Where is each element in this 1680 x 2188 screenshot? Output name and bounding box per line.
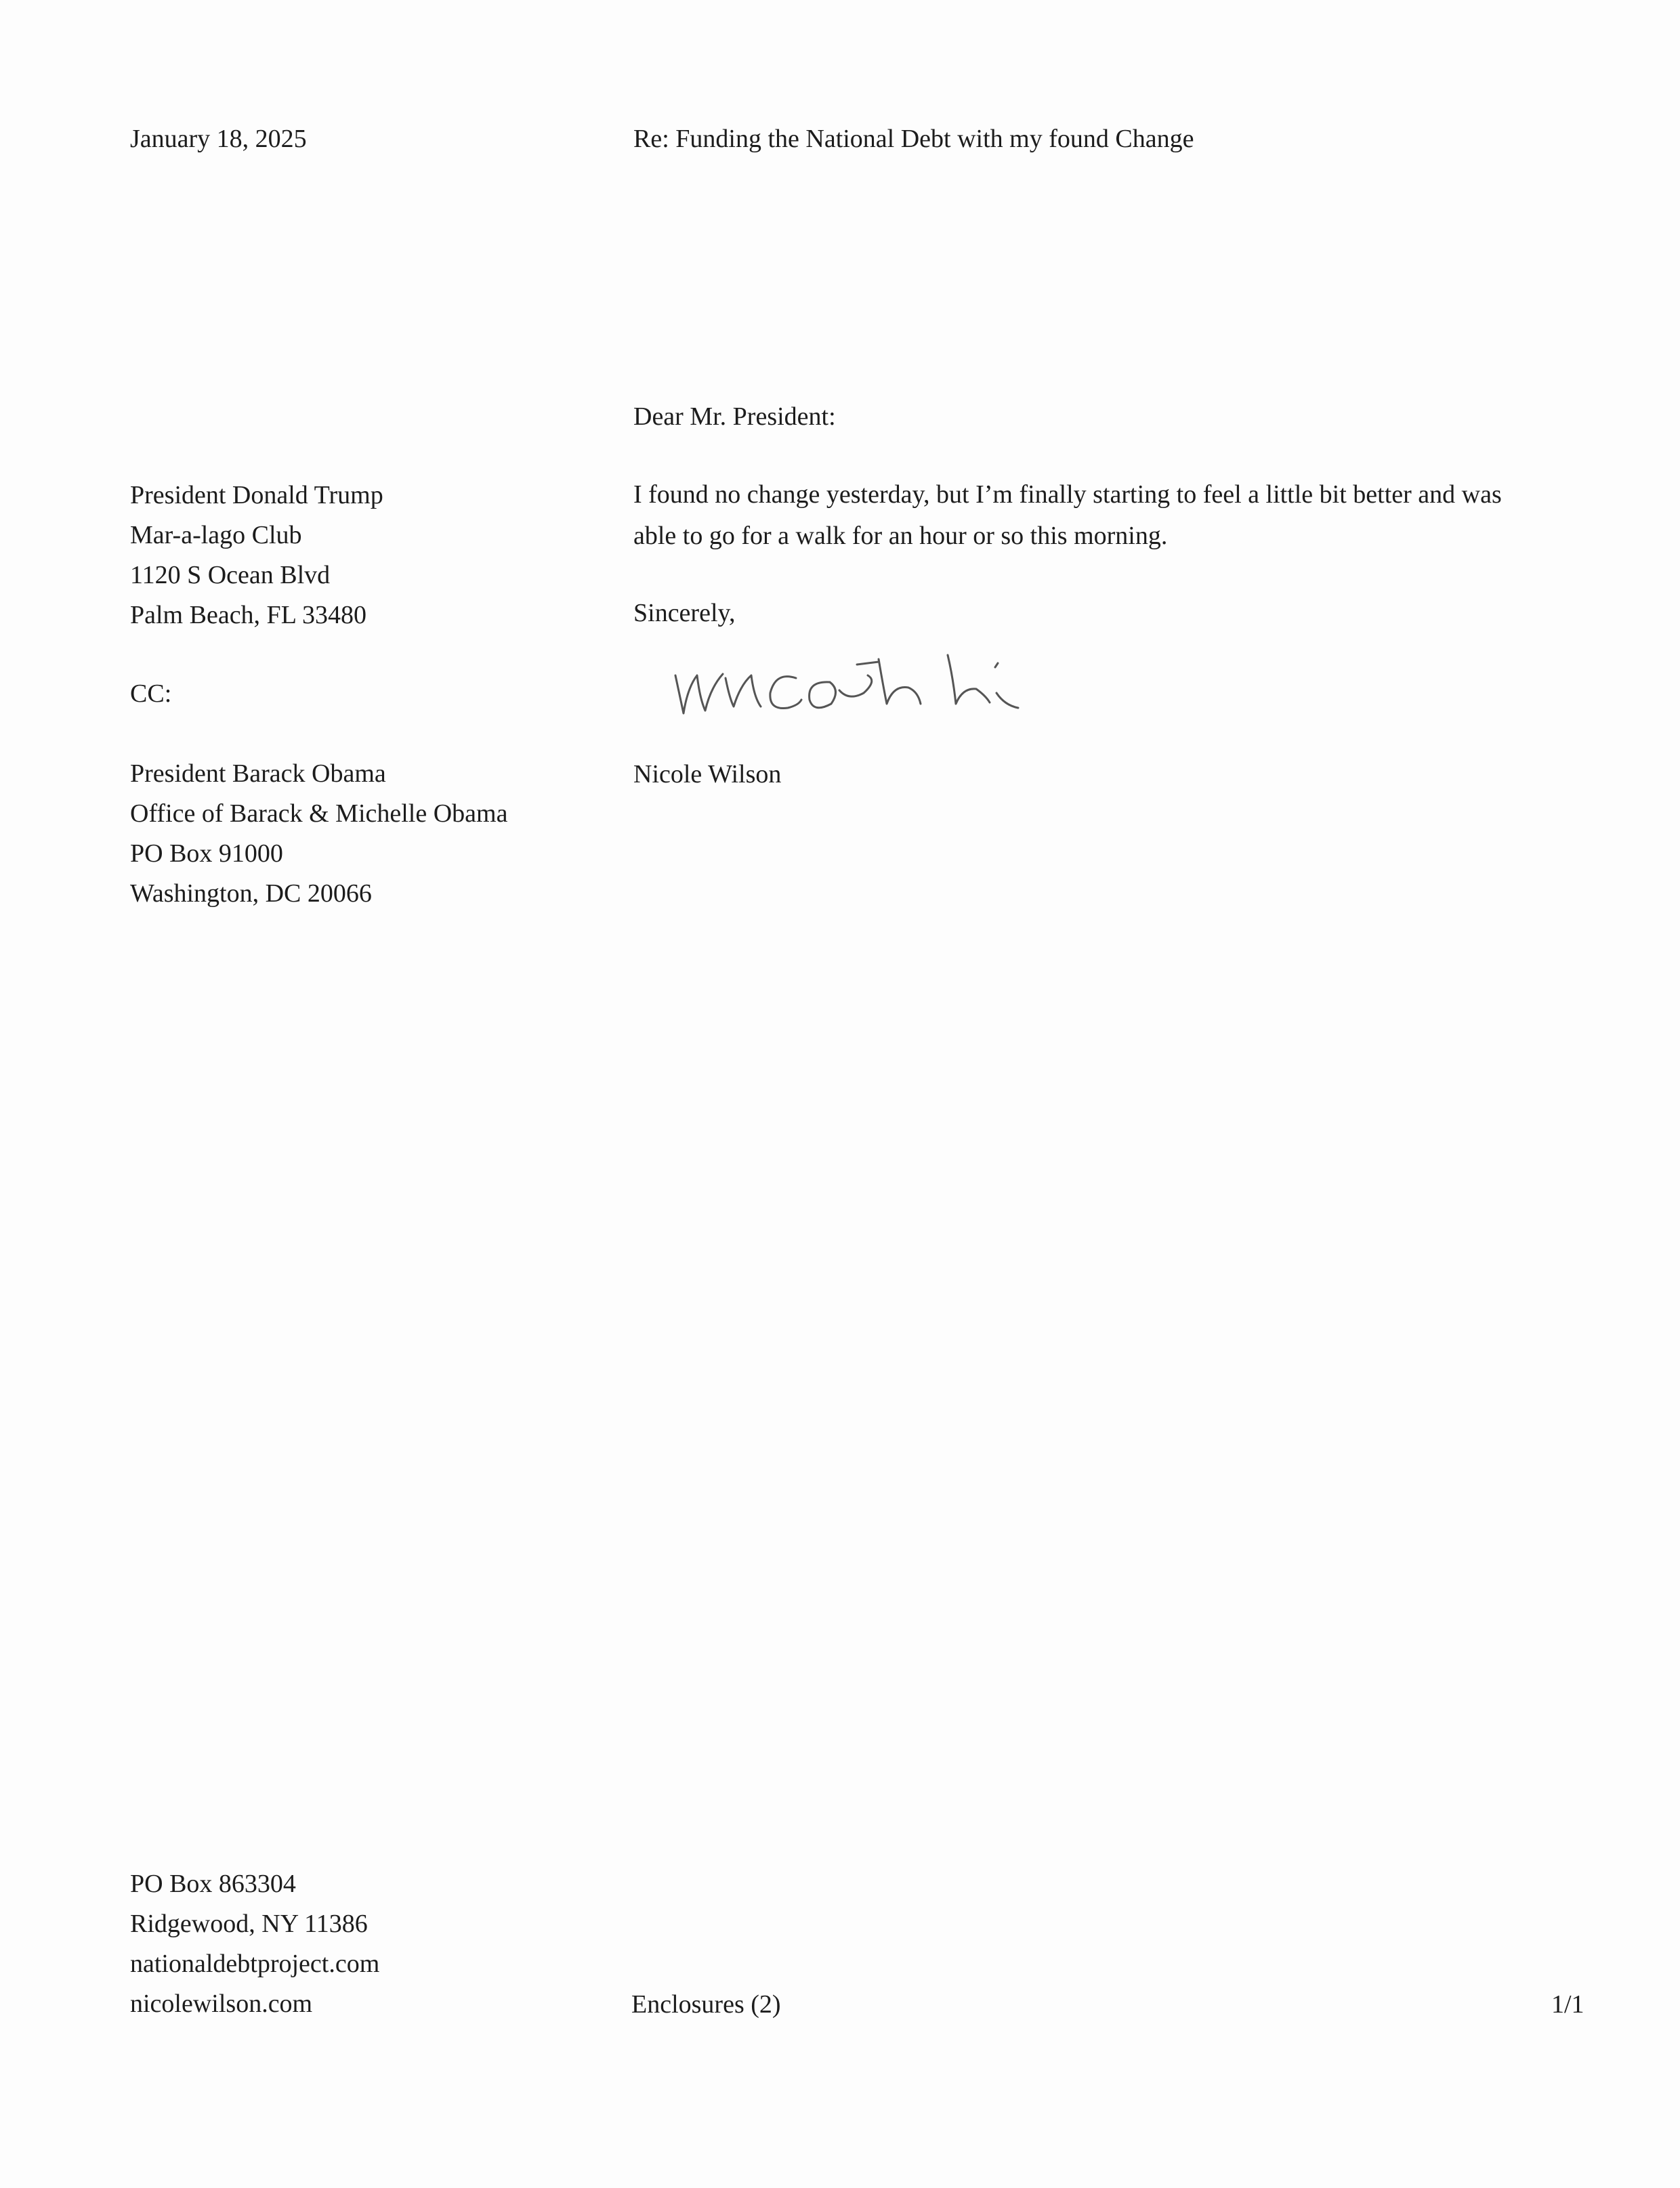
cc-line: Washington, DC 20066: [130, 879, 372, 908]
salutation: Dear Mr. President:: [633, 402, 836, 431]
cc-label: CC:: [130, 679, 172, 708]
recipient-line: Palm Beach, FL 33480: [130, 601, 366, 629]
enclosures-note: Enclosures (2): [631, 1990, 781, 2019]
sender-line: Ridgewood, NY 11386: [130, 1910, 368, 1938]
sender-line: nicolewilson.com: [130, 1990, 313, 2018]
cc-address: [130, 754, 507, 914]
cc-line: Office of Barack & Michelle Obama: [130, 799, 508, 828]
page-number: 1/1: [1551, 1990, 1584, 2019]
recipient-line: President Donald Trump: [130, 481, 383, 509]
cc-line: PO Box 91000: [130, 839, 283, 868]
letter-date: January 18, 2025: [130, 125, 307, 153]
recipient-line: 1120 S Ocean Blvd: [130, 561, 331, 589]
recipient-line: Mar-a-lago Club: [130, 521, 302, 549]
sender-address: [130, 1864, 379, 2024]
handwritten-signature: [667, 640, 1026, 728]
letter-body: [633, 474, 1680, 557]
closing: Sincerely,: [633, 599, 736, 627]
recipient-address: [130, 476, 383, 635]
cc-line: President Barack Obama: [130, 759, 386, 788]
sender-line: PO Box 863304: [130, 1870, 296, 1898]
sender-line: nationaldebtproject.com: [130, 1950, 380, 1978]
subject-line: Re: Funding the National Debt with my found Change: [633, 125, 1194, 153]
signer-name: Nicole Wilson: [633, 760, 782, 788]
body-line: able to go for a walk for an hour or so this morning.: [633, 522, 1168, 550]
body-line: I found no change yesterday, but I’m finally starting to feel a little bit better and was: [633, 480, 1502, 509]
